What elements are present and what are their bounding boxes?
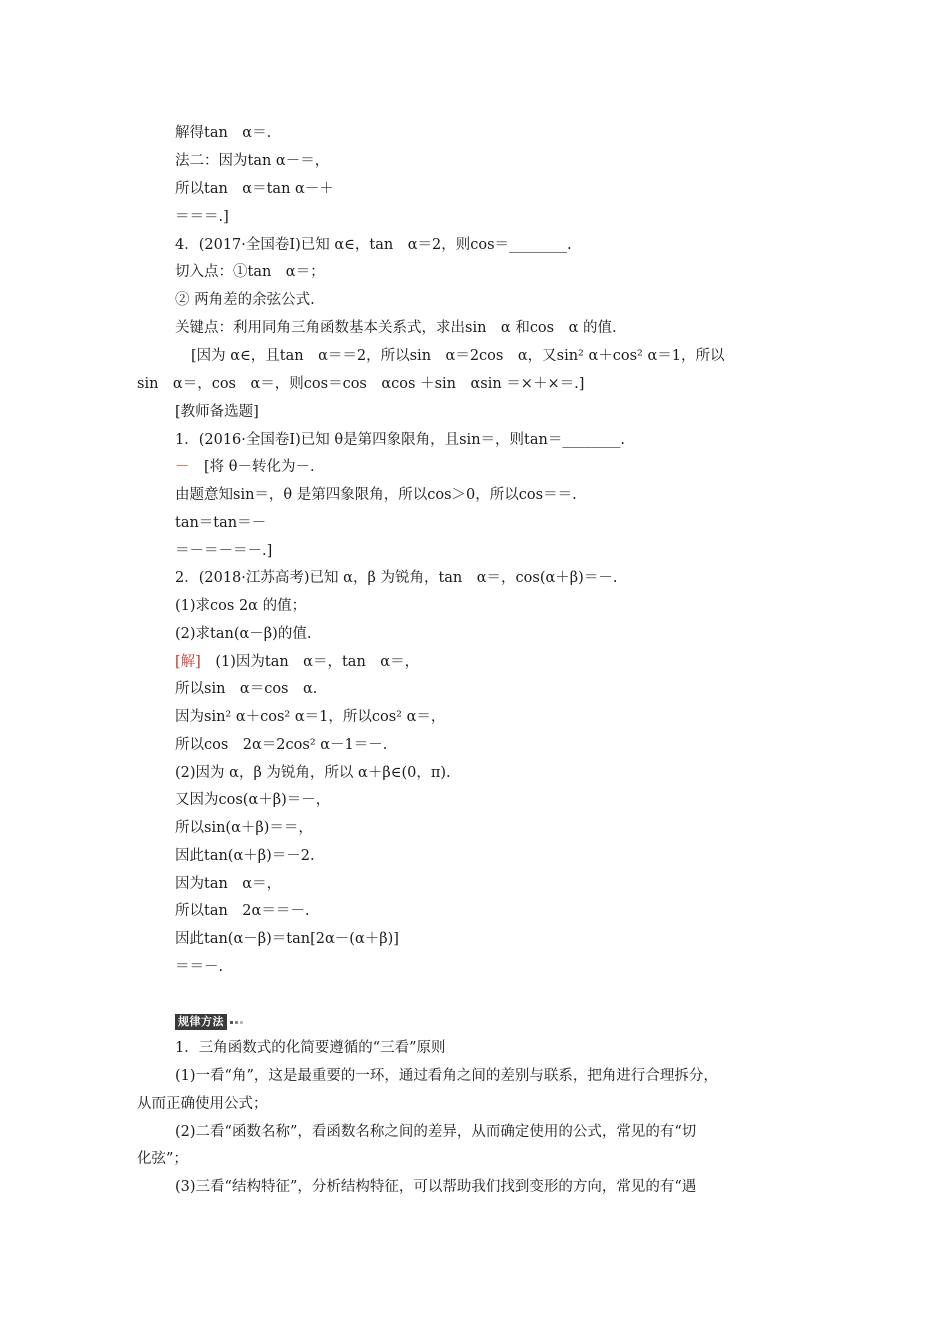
section-heading: [教师备选题] (175, 404, 259, 420)
text-line: (1)一看“角”，这是最重要的一环，通过看角之间的差别与联系，把角进行合理拆分， (175, 1068, 718, 1084)
text-line: (1)求cos 2α 的值； (175, 598, 307, 614)
text-line: 因此tan(α－β)＝tan[2α－(α＋β)] (175, 931, 399, 947)
text-line: ＝＝＝.] (175, 209, 229, 225)
text-line: 法二：因为tan α－＝， (175, 153, 330, 169)
solution-line (175, 652, 419, 672)
answer-line (175, 457, 315, 477)
rule-heading: 1．三角函数式的化简要遵循的“三看”原则 (175, 1040, 446, 1056)
text-line: tan＝tan＝－ (175, 515, 267, 531)
text-line: 化弦”； (137, 1151, 188, 1167)
text-line: ＝－＝－＝－.] (175, 543, 273, 559)
text-line: 所以cos 2α＝2cos² α－1＝－. (175, 737, 388, 753)
answer-dash: － (175, 459, 190, 475)
text-line: 解得tan α＝. (175, 125, 272, 141)
text-line: ② 两角差的余弦公式. (175, 292, 315, 308)
text-line: (2)因为 α，β 为锐角，所以 α＋β∈(0，π). (175, 765, 451, 781)
text-line: 所以tan 2α＝＝－. (175, 903, 310, 919)
text-line: 因此tan(α＋β)＝－2. (175, 848, 315, 864)
text-line: (2)二看“函数名称”，看函数名称之间的差异，从而确定使用的公式，常见的有“切 (175, 1124, 697, 1140)
problem-4: 4．(2017·全国卷Ⅰ)已知 α∈，tan α＝2，则cos＝________. (175, 237, 572, 253)
text-line: 所以tan α＝tan α－＋ (175, 181, 334, 197)
badge-dots-icon (230, 1021, 243, 1024)
text-line: 从而正确使用公式； (137, 1096, 268, 1112)
problem-2: 2．(2018·江苏高考)已知 α，β 为锐角，tan α＝，cos(α＋β)＝－. (175, 570, 618, 586)
section-badge (175, 1014, 243, 1030)
problem-1: 1．(2016·全国卷Ⅰ)已知 θ是第四象限角，且sin＝，则tan＝________. (175, 432, 625, 448)
solution-label: [解] (175, 654, 201, 670)
text-line: 又因为cos(α＋β)＝－， (175, 792, 331, 808)
text-line: 因为tan α＝， (175, 876, 282, 892)
text-line: (3)三看“结构特征”，分析结构特征，可以帮助我们找到变形的方向，常见的有“遇 (175, 1179, 697, 1195)
text-line: 所以sin α＝cos α. (175, 681, 318, 697)
text-line: 由题意知sin＝，θ 是第四象限角，所以cos＞0，所以cos＝＝. (175, 487, 577, 503)
text-line: 所以sin(α＋β)＝＝， (175, 820, 313, 836)
solution-text: (1)因为tan α＝，tan α＝， (215, 654, 420, 670)
text-line: ＝＝－. (175, 959, 224, 975)
text-line: [因为 α∈，且tan α＝＝2，所以sin α＝2cos α，又sin² α＋cos² α＝1，所以 (191, 348, 725, 364)
text-line: sin α＝，cos α＝，则cos＝cos αcos ＋sin αsin ＝×＋×＝.] (137, 376, 585, 392)
answer-rest: [将 θ－转化为－. (189, 459, 315, 475)
section-badge-label: 规律方法 (175, 1014, 227, 1030)
text-line: (2)求tan(α－β)的值. (175, 626, 312, 642)
text-line: 切入点：①tan α＝； (175, 264, 325, 280)
text-line: 关键点：利用同角三角函数基本关系式，求出sin α 和cos α 的值. (175, 320, 617, 336)
text-line: 因为sin² α＋cos² α＝1，所以cos² α＝， (175, 709, 446, 725)
